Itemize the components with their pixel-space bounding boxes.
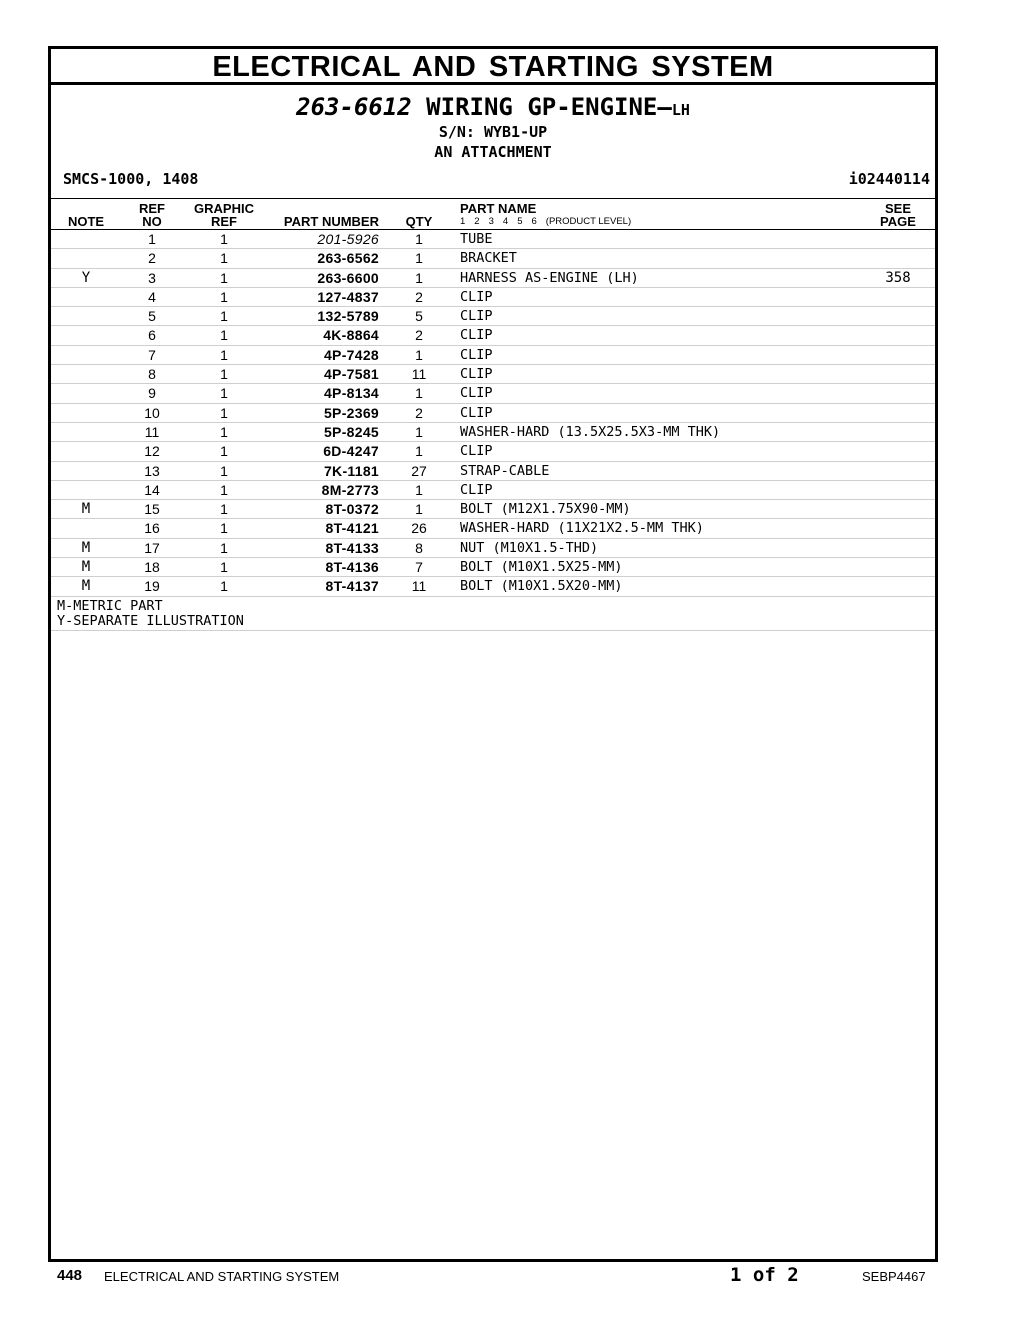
table-row — [51, 365, 935, 384]
part-name: CLIP — [460, 288, 493, 305]
part-number: 8M-2773 — [321, 481, 379, 498]
part-name: NUT (M10X1.5-THD) — [460, 539, 599, 556]
product-level-label: (PRODUCT LEVEL) — [545, 216, 632, 227]
ref-number: 1 — [148, 231, 156, 247]
table-row — [51, 519, 935, 538]
table-row — [51, 269, 935, 288]
table-row — [51, 230, 935, 249]
part-name: CLIP — [460, 404, 493, 421]
note-cell: Y — [81, 269, 91, 286]
graphic-ref: 1 — [220, 539, 228, 556]
col-ref-line2: NO — [142, 214, 162, 229]
quantity: 26 — [411, 520, 427, 537]
graphic-ref: 1 — [220, 231, 228, 247]
quantity: 1 — [415, 385, 423, 402]
table-row — [51, 481, 935, 500]
quantity: 8 — [415, 539, 423, 556]
graphic-ref: 1 — [220, 578, 228, 595]
note-cell: M — [81, 578, 91, 595]
graphic-ref: 1 — [220, 327, 228, 344]
part-number: 8T-4121 — [325, 520, 379, 537]
col-graphic-line1: GRAPHIC — [194, 201, 254, 216]
assembly-suffix: LH — [671, 101, 690, 119]
product-level-1: 1 — [460, 216, 466, 227]
graphic-ref: 1 — [220, 346, 228, 363]
table-row — [51, 442, 935, 461]
table-row — [51, 423, 935, 442]
part-number: 4K-8864 — [323, 327, 379, 344]
part-name: CLIP — [460, 308, 493, 325]
part-number: 6D-4247 — [323, 443, 379, 460]
part-name: CLIP — [460, 346, 493, 363]
quantity: 1 — [415, 250, 423, 267]
part-name: CLIP — [460, 481, 493, 498]
part-number: 5P-8245 — [323, 423, 379, 440]
part-number: 7K-1181 — [323, 462, 379, 479]
product-level-4: 4 — [502, 216, 509, 227]
quantity: 1 — [415, 481, 423, 498]
quantity: 5 — [415, 308, 423, 325]
graphic-ref: 1 — [220, 462, 228, 479]
table-row — [51, 558, 935, 577]
col-qty: QTY — [405, 214, 433, 229]
ref-number: 5 — [148, 308, 156, 325]
col-ref-line1: REF — [139, 201, 165, 216]
part-name: WASHER-HARD (13.5X25.5X3-MM THK) — [460, 423, 721, 440]
part-name: BOLT (M10X1.5X20-MM) — [460, 578, 623, 595]
quantity: 1 — [415, 346, 423, 363]
part-number: 132-5789 — [317, 308, 379, 325]
part-name: BRACKET — [460, 250, 517, 267]
quantity: 2 — [415, 404, 423, 421]
note-separate-illustration: Y-SEPARATE ILLUSTRATION — [57, 612, 244, 629]
table-row — [51, 404, 935, 423]
ref-number: 12 — [144, 443, 160, 460]
footer-section: ELECTRICAL AND STARTING SYSTEM — [104, 1269, 340, 1284]
serial-number: S/N: WYB1-UP — [438, 123, 548, 141]
ref-number: 18 — [144, 559, 160, 576]
part-number: 201-5926 — [317, 231, 379, 247]
part-name: HARNESS AS-ENGINE (LH) — [460, 269, 639, 286]
graphic-ref: 1 — [220, 308, 228, 325]
ref-number: 13 — [144, 462, 160, 479]
ref-number: 16 — [144, 520, 160, 537]
part-number: 263-6562 — [317, 250, 379, 267]
part-number: 4P-7428 — [323, 346, 379, 363]
ref-number: 10 — [144, 404, 160, 421]
col-graphic-line2: REF — [211, 214, 237, 229]
assembly-part-number: 263-6612 — [296, 93, 412, 121]
quantity: 2 — [415, 288, 423, 305]
part-number: 4P-8134 — [323, 385, 379, 402]
part-number: 4P-7581 — [323, 366, 379, 383]
assembly-name: WIRING GP-ENGINE — [426, 93, 658, 121]
quantity: 11 — [411, 366, 427, 383]
graphic-ref: 1 — [220, 520, 228, 537]
graphic-ref: 1 — [220, 250, 228, 267]
part-number: 8T-4136 — [325, 559, 379, 576]
product-level-5: 5 — [517, 216, 523, 227]
part-name: STRAP-CABLE — [460, 462, 550, 479]
col-see-line2: PAGE — [880, 214, 916, 229]
quantity: 1 — [415, 443, 423, 460]
part-number: 5P-2369 — [323, 404, 379, 421]
col-product-levels — [460, 217, 640, 227]
table-row — [51, 326, 935, 345]
graphic-ref: 1 — [220, 404, 228, 421]
notes-legend — [51, 597, 935, 631]
footer-page-number: 448 — [57, 1267, 83, 1284]
ref-number: 19 — [144, 578, 160, 595]
part-name: CLIP — [460, 385, 493, 402]
smcs-code: SMCS-1000, 1408 — [63, 170, 199, 188]
part-number: 263-6600 — [317, 269, 379, 286]
ref-number: 14 — [144, 481, 160, 498]
product-level-3: 3 — [488, 216, 494, 227]
assembly-header — [51, 85, 935, 198]
col-part-name: PART NAME — [460, 201, 537, 216]
note-metric: M-METRIC PART — [57, 597, 163, 614]
graphic-ref: 1 — [220, 288, 228, 305]
product-level-2: 2 — [474, 216, 480, 227]
quantity: 27 — [411, 462, 427, 479]
parts-page-frame — [48, 46, 938, 1262]
note-cell: M — [81, 501, 91, 518]
product-level-6: 6 — [531, 216, 537, 227]
table-row — [51, 346, 935, 365]
footer-page-of: 1 of 2 — [730, 1264, 799, 1286]
illustration-ref: i02440114 — [848, 170, 930, 188]
table-row — [51, 307, 935, 326]
quantity: 11 — [411, 578, 427, 595]
col-see-line1: SEE — [884, 201, 911, 216]
ref-number: 11 — [144, 423, 160, 440]
quantity: 1 — [415, 501, 423, 518]
graphic-ref: 1 — [220, 366, 228, 383]
column-headers — [51, 198, 935, 230]
table-row — [51, 577, 935, 596]
ref-number: 6 — [148, 327, 156, 344]
attachment-note: AN ATTACHMENT — [434, 143, 552, 161]
part-name: TUBE — [460, 231, 493, 247]
graphic-ref: 1 — [220, 501, 228, 518]
part-name: BOLT (M12X1.75X90-MM) — [460, 501, 631, 518]
quantity: 2 — [415, 327, 423, 344]
part-number: 8T-4137 — [325, 578, 379, 595]
ref-number: 8 — [148, 366, 156, 383]
footer-doc-id: SEBP4467 — [862, 1269, 926, 1284]
graphic-ref: 1 — [220, 481, 228, 498]
page-footer — [0, 1263, 1020, 1289]
ref-number: 4 — [148, 288, 156, 305]
quantity: 1 — [415, 423, 423, 440]
ref-number: 9 — [148, 385, 156, 402]
part-name: CLIP — [460, 443, 493, 460]
quantity: 7 — [415, 559, 423, 576]
part-name: WASHER-HARD (11X21X2.5-MM THK) — [460, 520, 704, 537]
note-cell: M — [81, 559, 91, 576]
assembly-title — [51, 92, 935, 125]
table-row — [51, 539, 935, 558]
graphic-ref: 1 — [220, 423, 228, 440]
note-cell: M — [81, 539, 91, 556]
graphic-ref: 1 — [220, 443, 228, 460]
part-name: CLIP — [460, 327, 493, 344]
part-number: 8T-0372 — [325, 501, 379, 518]
ref-number: 15 — [144, 501, 160, 518]
part-name: CLIP — [460, 366, 493, 383]
graphic-ref: 1 — [220, 559, 228, 576]
quantity: 1 — [415, 231, 423, 247]
graphic-ref: 1 — [220, 269, 228, 286]
part-name: BOLT (M10X1.5X25-MM) — [460, 559, 623, 576]
col-note: NOTE — [67, 214, 105, 229]
graphic-ref: 1 — [220, 385, 228, 402]
part-number: 127-4837 — [317, 288, 379, 305]
parts-list — [51, 230, 935, 597]
assembly-dash: — — [657, 93, 672, 121]
part-number: 8T-4133 — [325, 539, 379, 556]
ref-number: 7 — [148, 346, 156, 363]
table-row — [51, 462, 935, 481]
ref-number: 2 — [148, 250, 156, 267]
ref-number: 17 — [144, 539, 160, 556]
table-row — [51, 384, 935, 403]
ref-number: 3 — [148, 269, 156, 286]
see-page: 358 — [885, 269, 911, 286]
table-row — [51, 249, 935, 268]
quantity: 1 — [415, 269, 423, 286]
table-row — [51, 288, 935, 307]
col-part-number: PART NUMBER — [283, 214, 379, 229]
table-row — [51, 500, 935, 519]
section-title: ELECTRICAL AND STARTING SYSTEM — [51, 49, 935, 85]
